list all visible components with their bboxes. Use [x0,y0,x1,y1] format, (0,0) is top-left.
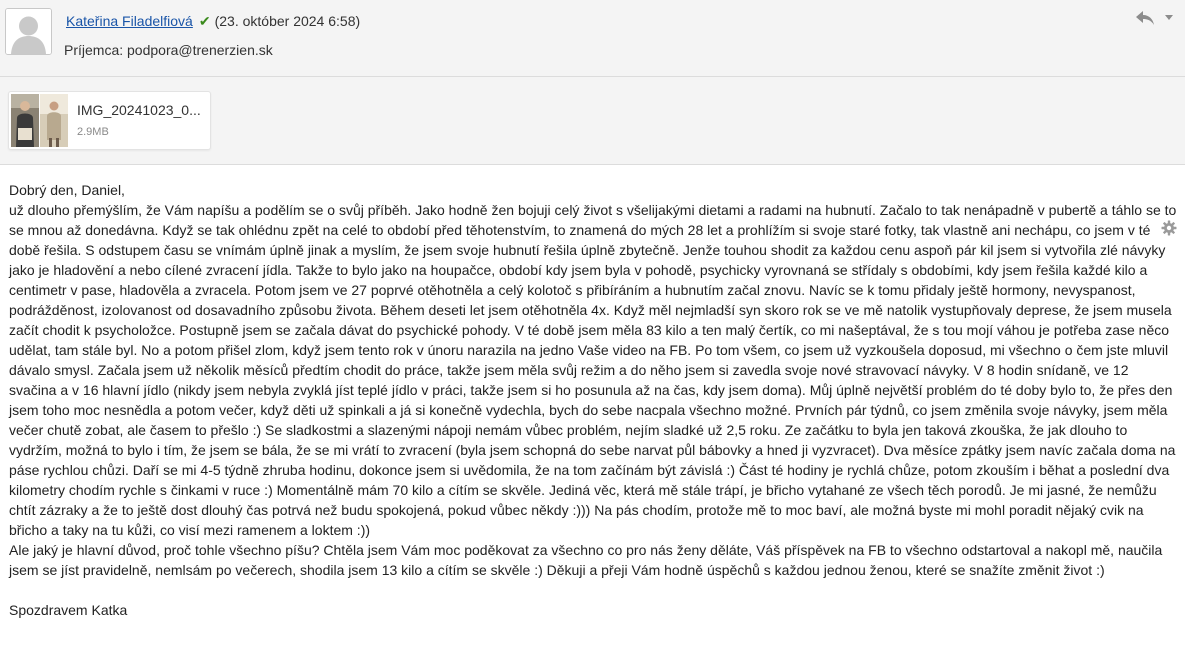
message-date: (23. október 2024 6:58) [214,13,361,29]
verified-check-icon: ✔ [198,13,211,29]
attachment-name[interactable]: IMG_20241023_0... [77,102,201,118]
attachment-item[interactable] [8,91,211,150]
chevron-down-icon[interactable] [1162,10,1176,24]
message-signature: Spozdravem Katka [9,602,128,618]
message-greeting: Dobrý den, Daniel, [9,182,125,198]
message-paragraph: už dlouho přemýšlím, že Vám napíšu a podělím se o svůj příběh. Jako hodně žen bojuji celý život s všelijakými dietami a radami na hubnutí. Začalo to tak nenápadně v pubertě a táhlo se to se mnou až donedávna. Když se tak ohlédnu zpět na celé to období před těhotenstvím, to znamená do mých 28 let a prohlížím si svoje staré fotky, tak vlastně ani nechápu, co jsem v té době řešila. S odstupem času se vnímám úplně jinak a myslím, že jsem svoje hubnutí řešila úplně zbytečně. Jenže touhou shodit za každou cenu aspoň pár kil jsem si vytvořila zlé návyky jako je hladovění a nebo cílené zvracení jídla. Takže to bylo jako na houpačce, období kdy jsem byla v pohodě, psychicky vyrovnaná se střídaly s obdobími, kdy jsem řešila každé kilo a centimetr v pase, hladověla a zvracela. Potom jsem ve 27 poprvé otěhotněla a celý kolotoč s přibíráním a hubnutím začal znovu. Navíc se k tomu přidaly ještě hormony, nevyspanost, podrážděnost, izolovanost od dosavadního způsobu života. Během deseti let jsem otěhotněla 4x. Když měl nejmladší syn skoro rok se ve mě natolik vystupňovaly deprese, že jsem musela začít chodit k psycholožce. Postupně jsem se začala dávat do psychické pohody. V té době jsem měla 83 kilo a ten malý čertík, co mi našeptával, že s tou mojí váhou je potřeba zase něco udělat, tam stále byl. No a potom přišel zlom, když jsem tento rok v únoru narazila na jedno Vaše video na FB. Po tom všem, co jsem už vyzkoušela doposud, mi všechno o čem jste mluvil dávalo smysl. Začala jsem už několik měsíců předtím chodit do práce, takže jsem měla svůj režim a do něho jsem si zavedla svoje nové stravovací návyky. V 8 hodin snídaně, ve 12 svačina a v 16 hlavní jídlo (nikdy jsem nebyla zvyklá jíst teplé jídlo v práci, takže jsem si ho posunula až na čas, kdy jsem doma). Můj úplně největší problém do té doby bylo to, že přes den jsem toho moc nesnědla a potom večer, když děti už spinkali a já si konečně vydechla, bych do sebe nacpala všechno možné. Prvních pár týdnů, co jsem změnila svoje návyky, jsem měla večer chutě zobat, ale časem to přešlo :) Se sladkostmi a slazenými nápoji nemám vůbec problém, nejím sladké už 2,5 roku. Ze začátku to byla jen taková zkouška, že jak dlouho to vydržím, možná to bylo i tím, že jsem se bála, že se mi vrátí to zvracení (byla jsem schopná do sebe narvat půl bábovky a hned ji vyzvracet). Dva měsíce zpátky jsem navíc začala doma na páse rychlou chůzi. Daří se mi 4-5 týdně zhruba hodinu, dokonce jsem si uvědomila, že na tom začínám být závislá :) Část té hodiny je rychlá chůze, potom zkouším i běhat a poslední dva kilometry chodím rychle s činkami v ruce :) Momentálně mám 70 kilo a cítím se skvěle. Jediná věc, která mě stále trápí, je břicho vytahané ze všech těch porodů. Je mi jasné, že nemůžu chtít zázraky a že to ještě dost dlouhý čas potrvá než budu spokojená, pokud vůbec někdy :))) Na pás chodím, protože mě to moc baví, ale možná byste mi mohl poradit nějaký cvik na břicho a taky na tu kůži, co visí mezi ramenem a loktem :)) [9,202,1177,538]
recipient-line [64,42,273,58]
avatar-placeholder-icon [5,8,52,55]
sender-name-link[interactable]: Kateřina Filadelfiová [66,13,193,29]
message-body [9,180,1179,620]
recipient-label: Príjemca: [64,42,124,58]
attachment-size: 2.9MB [77,126,109,138]
paragraph-spacer [9,580,1179,600]
reply-arrow-icon[interactable] [1134,8,1156,28]
attachments-bar [0,77,1185,165]
message-header [0,0,1185,77]
message-paragraph: Ale jaký je hlavní důvod, proč tohle všechno píšu? Chtěla jsem Vám moc poděkovat za všechno co pro nás ženy děláte, Váš příspěvek na FB to všechno odstartoval a nakopl mě, naučila jsem se jíst pravidelně, nemlsám po večerech, shodila jsem 13 kilo a cítím se skvěle :) Děkuji a přeji Vám hodně úspěchů s každou jednou ženou, které se snažíte změnit život :) [9,542,1163,578]
sender-line [66,13,360,30]
attachment-thumbnail[interactable] [11,94,68,147]
recipient-email: podpora@trenerzien.sk [127,42,273,58]
